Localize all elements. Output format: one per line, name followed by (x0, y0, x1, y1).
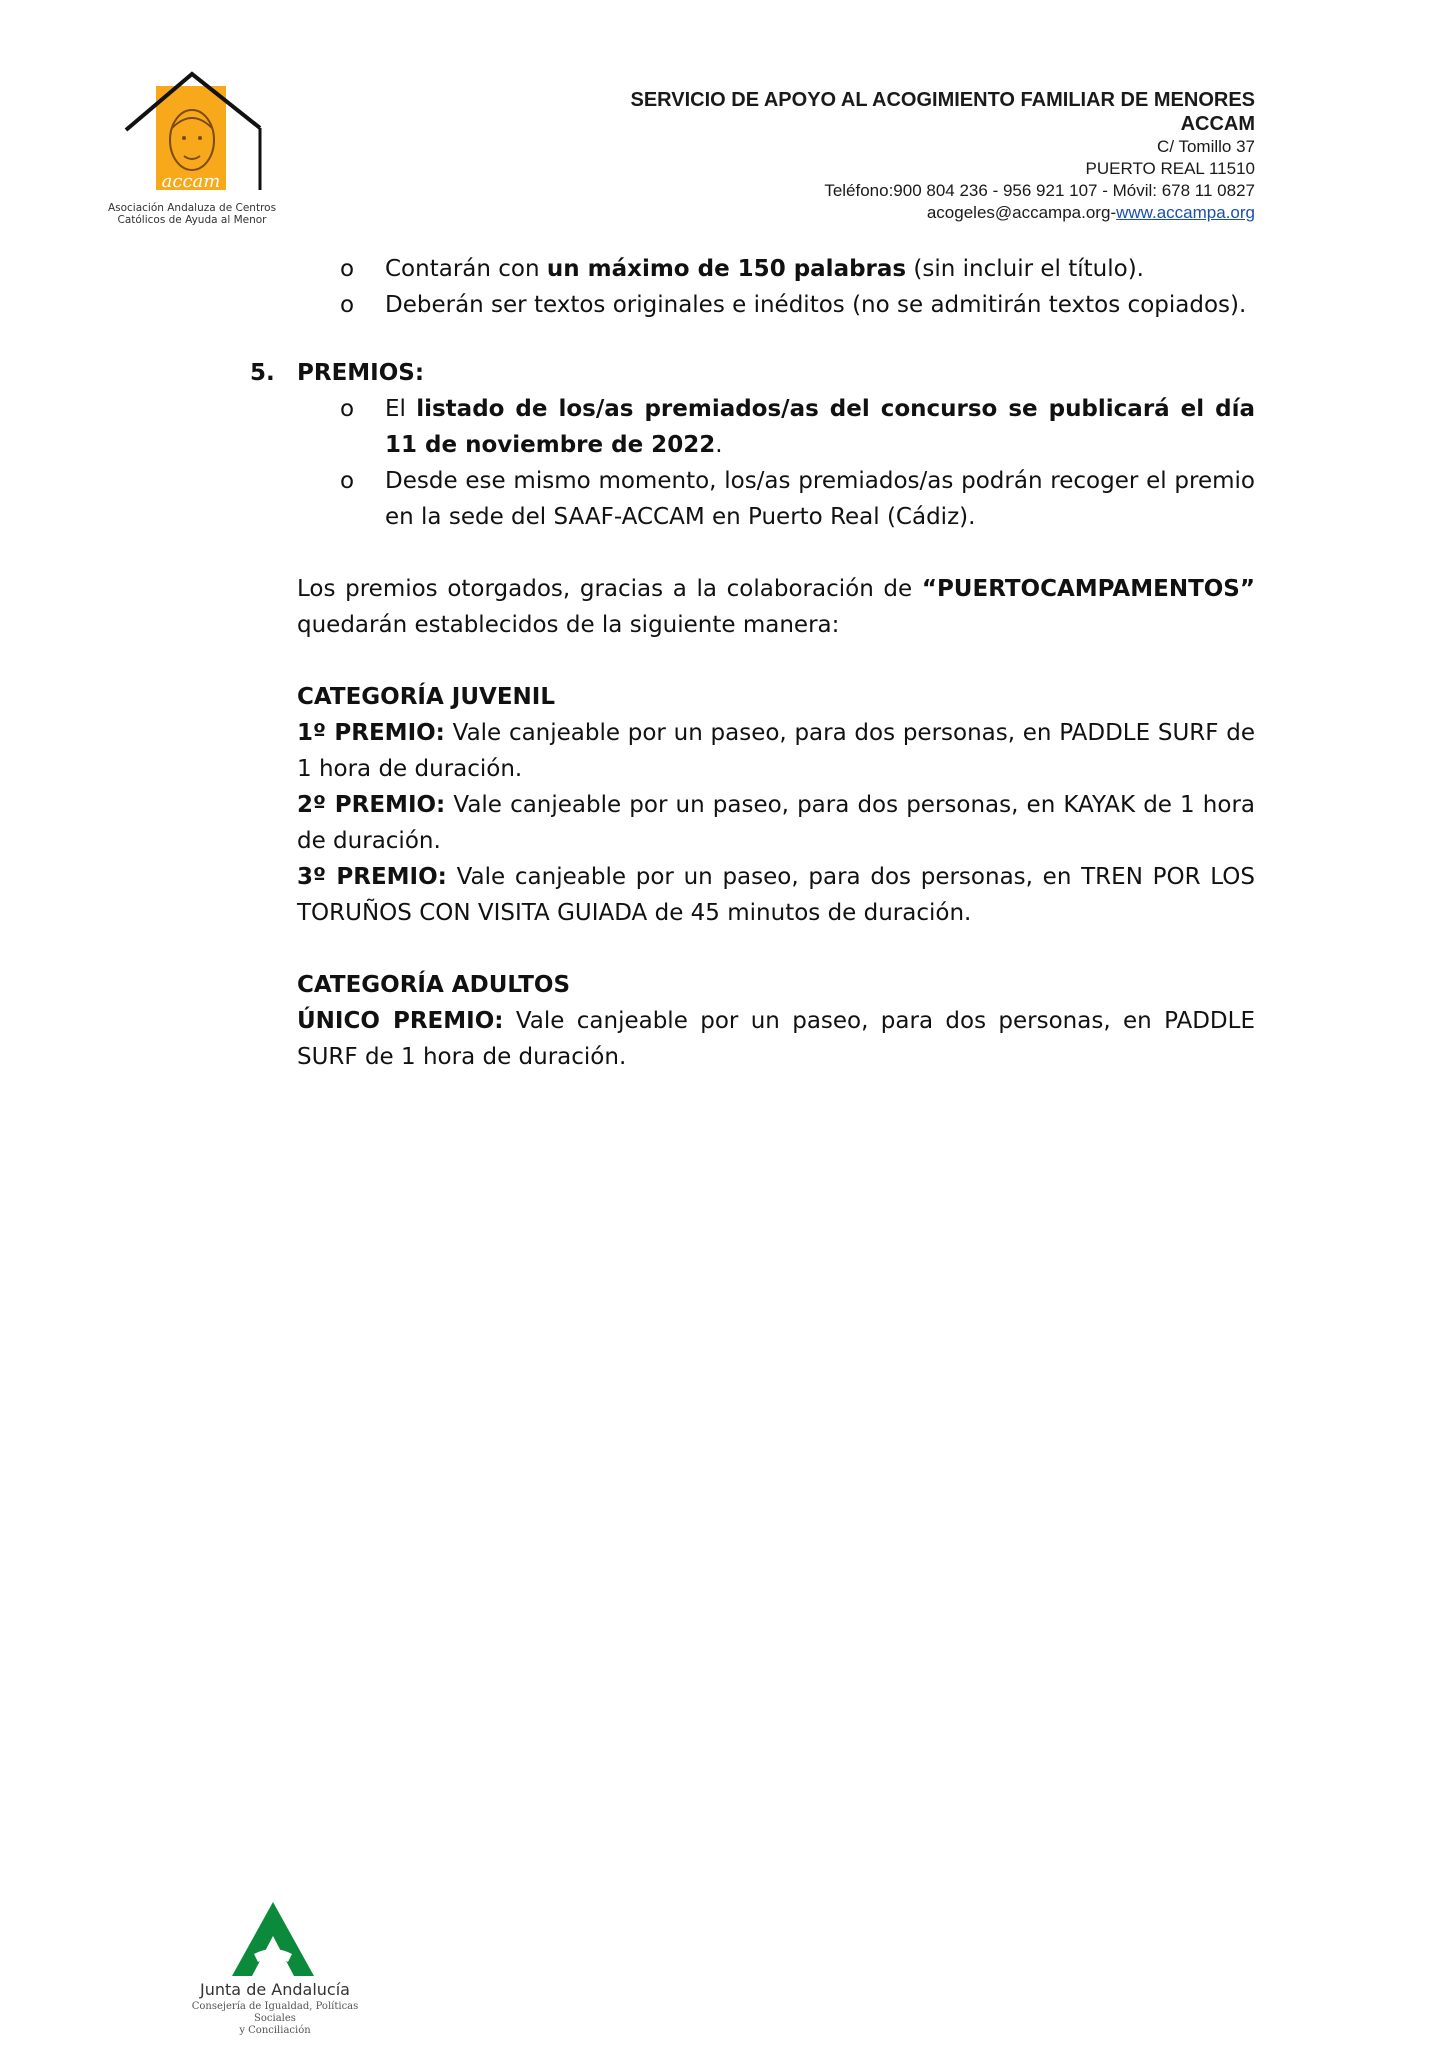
bold-run: un máximo de 150 palabras (546, 256, 907, 282)
phones: Teléfono:900 804 236 - 956 921 107 - Móvil: 678 11 0827 (824, 181, 1255, 200)
category-title: CATEGORÍA ADULTOS (297, 972, 571, 998)
intro-bullet-list (250, 251, 1255, 323)
bullet-marker: o (340, 468, 355, 494)
category-juvenil (250, 679, 1255, 931)
prize-item (297, 715, 1255, 787)
org-acronym: ACCAM (1180, 113, 1255, 135)
list-item (297, 463, 1255, 535)
logo-caption-line: Asociación Andaluza de Centros (107, 202, 277, 214)
text-run: El (385, 396, 417, 422)
bullet-marker: o (340, 396, 355, 422)
text-run: Contarán con (385, 256, 547, 282)
bullet-marker: o (340, 256, 355, 282)
junta-department-line: Consejería de Igualdad, Políticas Sociales (191, 2001, 359, 2024)
contact-line (630, 202, 1255, 224)
prize-text: Vale canjeable por un paseo, para dos personas, en PADDLE SURF de 1 hora de duración. (297, 1008, 1255, 1070)
prize-item (297, 859, 1255, 931)
prize-text: Vale canjeable por un paseo, para dos personas, en TREN POR LOS TORUÑOS CON VISITA GUIADA de 45 minutos de duración. (297, 864, 1255, 926)
prize-label: 2º PREMIO: (297, 792, 446, 818)
logo-caption (106, 202, 278, 226)
org-name: SERVICIO DE APOYO AL ACOGIMIENTO FAMILIAR DE MENORES (630, 89, 1255, 111)
category-adultos (250, 967, 1255, 1075)
prizes-intro (250, 571, 1255, 643)
letterhead (630, 88, 1255, 224)
city: PUERTO REAL 11510 (1085, 159, 1255, 178)
bold-run: listado de los/as premiados/as del concurso se publicará el día 11 de noviembre de 2022 (385, 396, 1255, 458)
text-run: . (715, 432, 723, 458)
prize-label: 3º PREMIO: (297, 864, 447, 890)
prize-label: 1º PREMIO: (297, 720, 445, 746)
contact-separator: - (1110, 203, 1117, 222)
bullet-marker: o (340, 292, 355, 318)
text-run: Desde ese mismo momento, los/as premiados/as podrán recoger el premio en la sede del SAAF-ACCAM en Puerto Real (Cádiz). (385, 468, 1255, 530)
section-title: PREMIOS: (297, 360, 425, 386)
document-body (250, 251, 1255, 1075)
prize-item (297, 1003, 1255, 1075)
junta-andalucia-logo (170, 1900, 380, 2040)
category-title: CATEGORÍA JUVENIL (297, 684, 556, 710)
website-link[interactable]: www.accampa.org (1116, 203, 1255, 222)
text-run: quedarán establecidos de la siguiente manera: (297, 612, 840, 638)
section-bullet-list (297, 391, 1255, 535)
sponsor-name: “PUERTOCAMPAMENTOS” (921, 576, 1255, 602)
text-run: (sin incluir el título). (906, 256, 1144, 282)
prize-text: Vale canjeable por un paseo, para dos personas, en KAYAK de 1 hora de duración. (297, 792, 1255, 854)
prize-text: Vale canjeable por un paseo, para dos personas, en PADDLE SURF de 1 hora de duración. (297, 720, 1255, 782)
junta-a-mark-icon (230, 1900, 316, 1978)
list-item (250, 287, 1255, 323)
junta-department-line: y Conciliación (239, 2025, 311, 2036)
junta-name: Junta de Andalucía (200, 1980, 350, 1999)
list-item (297, 391, 1255, 463)
email-link[interactable]: acogeles@accampa.org (926, 203, 1111, 222)
prize-label: ÚNICO PREMIO: (297, 1008, 504, 1034)
text-run: Los premios otorgados, gracias a la colaboración de (297, 576, 922, 602)
text-run: Deberán ser textos originales e inéditos (no se admitirán textos copiados). (385, 292, 1247, 318)
accam-logo-text: accam (161, 171, 221, 192)
junta-department (170, 2001, 380, 2037)
section-premios (250, 355, 1255, 535)
logo-caption-line: Católicos de Ayuda al Menor (117, 214, 267, 226)
prize-item (297, 787, 1255, 859)
list-item (250, 251, 1255, 287)
address: C/ Tomillo 37 (1157, 137, 1255, 156)
section-number: 5. (250, 360, 275, 386)
